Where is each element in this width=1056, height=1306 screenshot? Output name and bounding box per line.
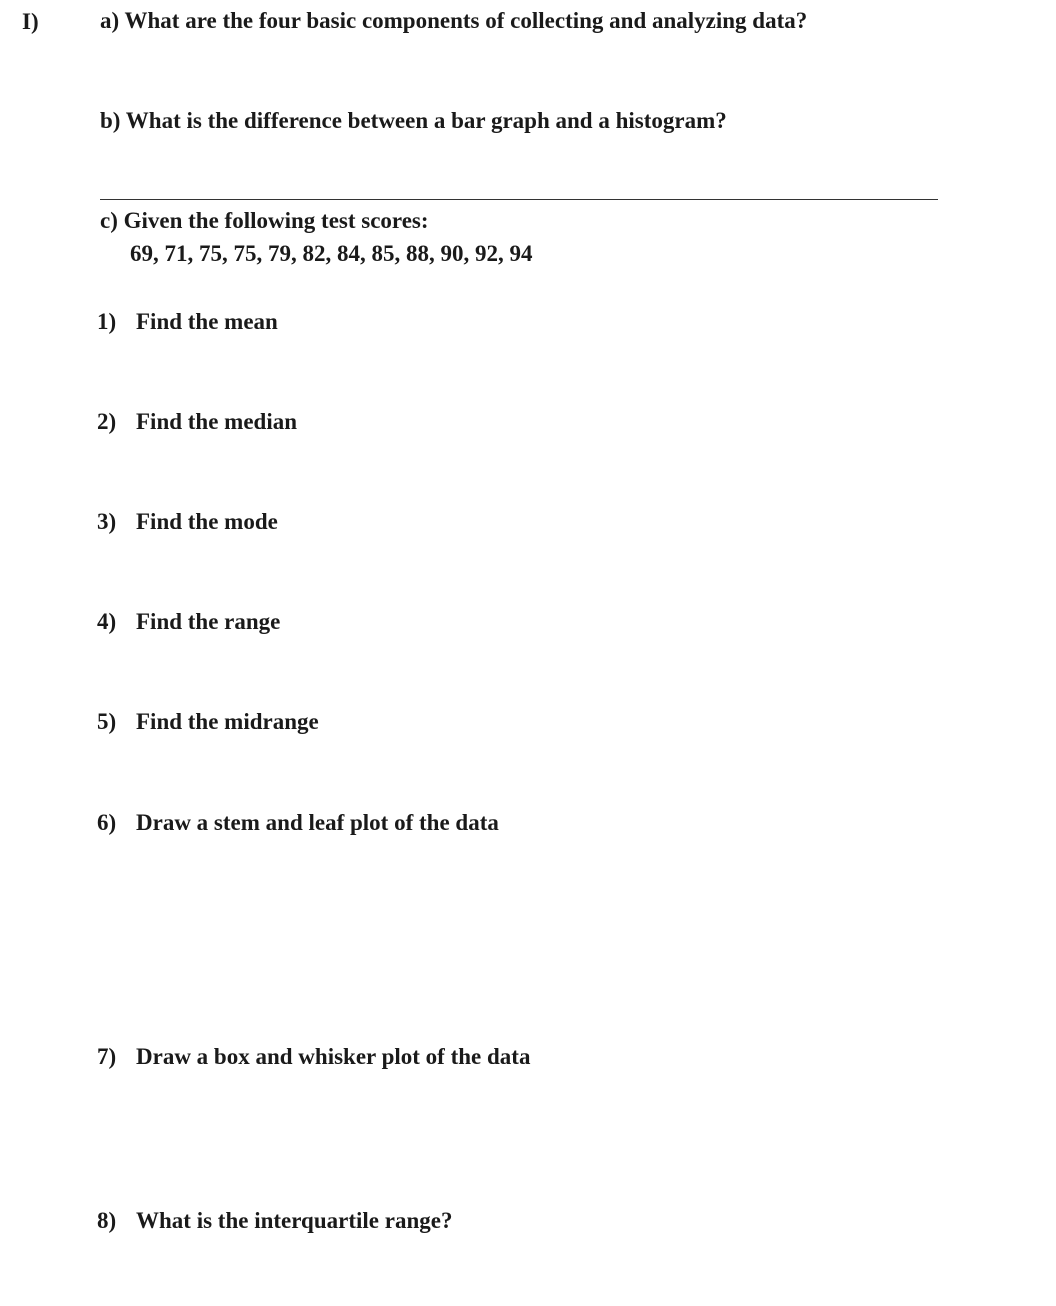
item-number: 4) [97, 609, 117, 634]
item-number: 8) [97, 1208, 117, 1233]
item-text: Find the median [136, 409, 298, 434]
item-text: Draw a stem and leaf plot of the data [136, 810, 499, 835]
item-text: Find the range [136, 609, 281, 634]
item-stem-leaf-plot [97, 809, 499, 837]
divider-line [100, 199, 938, 200]
item-box-whisker-plot [97, 1043, 530, 1071]
item-find-midrange [97, 708, 319, 736]
test-scores-list: 69, 71, 75, 75, 79, 82, 84, 85, 88, 90, 92, 94 [130, 241, 533, 266]
question-c: c) Given the following test scores: [100, 208, 429, 233]
question-a: a) What are the four basic components of collecting and analyzing data? [100, 8, 808, 33]
item-find-mode [97, 508, 278, 536]
item-find-range [97, 608, 280, 636]
item-interquartile-range [97, 1207, 452, 1235]
section-label: I) [22, 9, 39, 34]
item-text: Find the mode [136, 509, 278, 534]
item-number: 3) [97, 509, 117, 534]
question-b: b) What is the difference between a bar graph and a histogram? [100, 108, 727, 133]
item-text: Draw a box and whisker plot of the data [136, 1044, 531, 1069]
item-number: 1) [97, 309, 117, 334]
item-text: What is the interquartile range? [136, 1208, 453, 1233]
item-find-mean [97, 308, 278, 336]
item-number: 5) [97, 709, 117, 734]
item-find-median [97, 408, 297, 436]
item-text: Find the mean [136, 309, 278, 334]
item-text: Find the midrange [136, 709, 319, 734]
item-number: 6) [97, 810, 117, 835]
item-number: 7) [97, 1044, 117, 1069]
item-number: 2) [97, 409, 117, 434]
